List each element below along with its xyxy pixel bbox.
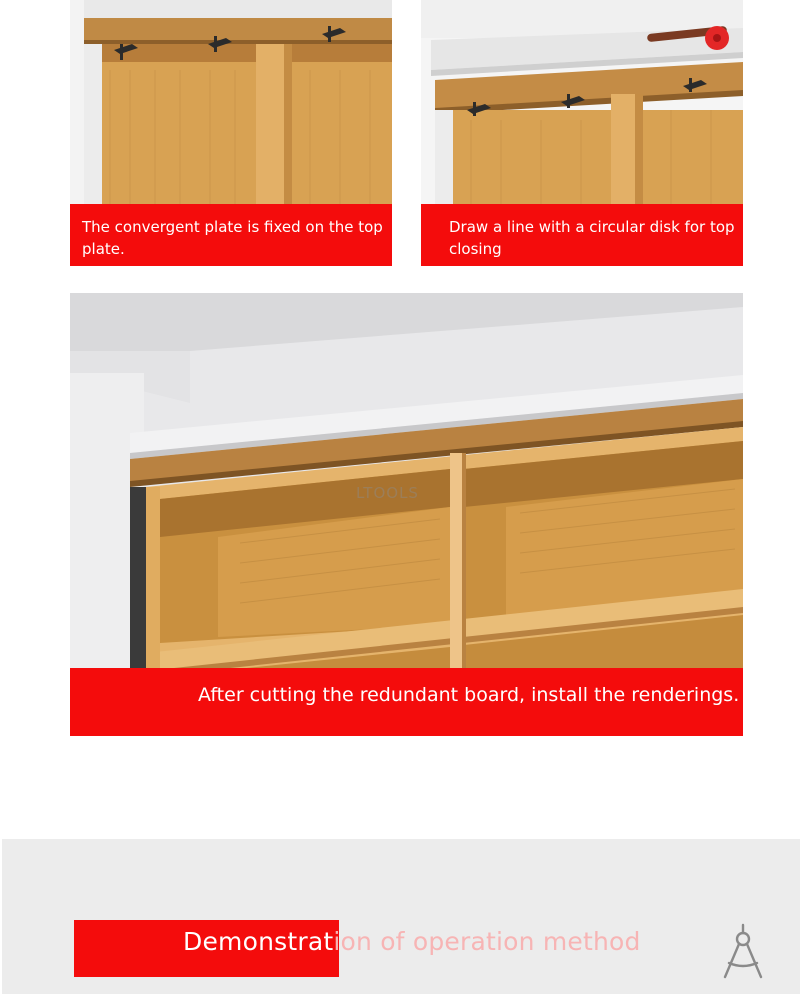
- section-title-part-1: Demonstrat: [183, 927, 334, 956]
- watermark: LTOOLS: [356, 484, 419, 502]
- caption-text: The convergent plate is fixed on the top plate.: [82, 218, 383, 258]
- caption-text: Draw a line with a circular disk for top closing: [449, 218, 735, 258]
- section-title: [183, 925, 641, 959]
- caption-bar: [421, 204, 743, 266]
- caption-bar: [70, 204, 392, 266]
- compass-icon: [720, 923, 766, 981]
- section-title-part-2: ion of operation method: [333, 927, 641, 956]
- image-panel-top-left: [70, 0, 392, 266]
- main-caption-text: After cutting the redundant board, install the renderings.: [198, 684, 740, 706]
- image-panel-top-right: [421, 0, 743, 266]
- image-panel-main: [70, 293, 743, 736]
